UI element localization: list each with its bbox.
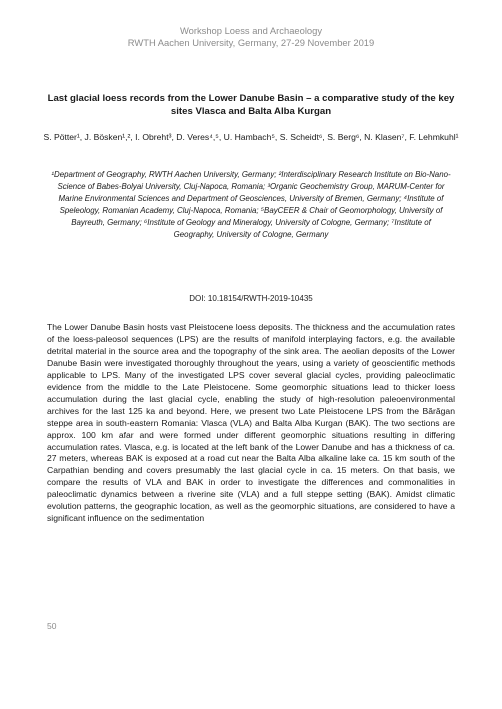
affiliation-list: ¹Department of Geography, RWTH Aachen University, Germany; ²Interdisciplinary Research Institute on Bio-Nano-Science of Babes-Bolyai University, Cluj-Napoca, Romania; ³Organic Geochemistry Group, MARUM-Center for Marine Environmental Sciences and Department of Geosciences, University of Bremen, Germany; ⁴Institute of Speleology, Romanian Academy, Cluj-Napoca, Romania; ⁵BayCEER & Chair of Geomorphology, University of Bayreuth, Germany; ⁶Institute of Geology and Mineralogy, University of Cologne, Germany; ⁷Institute of Geography, University of Cologne, Germany [51,170,451,239]
page-number: 50 [47,621,57,631]
abstract-body: The Lower Danube Basin hosts vast Pleistocene loess deposits. The thickness and the accumulation rates of the loess-paleosol sequences (LPS) are the results of manifold interplaying factors, e.g. the available detrital material in the source area and the topography of the sink area. The aeolian deposits of the Lower Danube Basin were investigated thoroughly throughout the years, using a variety of geoscientific methods applicable to LPS. Many of the investigated LPS cover several glacial cycles, providing paleoclimatic evidence from the middle to the Late Pleistocene. Some geomorphic situations lead to thicker loess accumulation during the last glacial cycle, enabling the study of high-resolution paleoenvironmental archives for the last 125 ka and beyond. Here, we present two Late Pleistocene LPS from the Bărăgan steppe area in south-eastern Romania: Vlasca (VLA) and Balta Alba Kurgan (BAK). The two sections are approx. 100 km afar and were formed under different geomorphic situations resulting in differing accumulation rates. Vlasca, e.g. is located at the left bank of the Lower Danube and has a thickness of ca. 27 meters, whereas BAK is exposed at a road cut near the Balta Alba alkaline lake ca. 15 km south of the Carpathian bending and covers presumably the last glacial cycle in ca. 15 meters. On that basis, we compare the results of VLA and BAK in order to investigate the differences and commonalities in paleoclimatic dynamics between a riverine site (VLA) and a full steppe setting (BAK). Amidst climatic evolution patterns, the geographic location, as well as the geomorphic situations, are considered to have a significant influence on the sedimentation [47,322,455,524]
header-workshop-name: Workshop Loess and Archaeology [179,25,323,36]
header-venue-date: RWTH Aachen University, Germany, 27-29 November 2019 [127,37,375,48]
author-list: S. Pötter¹, J. Bösken¹,², I. Obreht³, D. Veres⁴,⁵, U. Hambach⁵, S. Scheidt⁶, S. Berg⁶, N. Klasen⁷, F. Lehmkuhl¹ [43,132,459,142]
doi-line: DOI: 10.18154/RWTH-2019-10435 [189,294,313,303]
running-header [0,25,502,49]
paper-title: Last glacial loess records from the Lower Danube Basin – a comparative study of the key sites Vlasca and Balta Alba Kurgan [47,93,455,117]
